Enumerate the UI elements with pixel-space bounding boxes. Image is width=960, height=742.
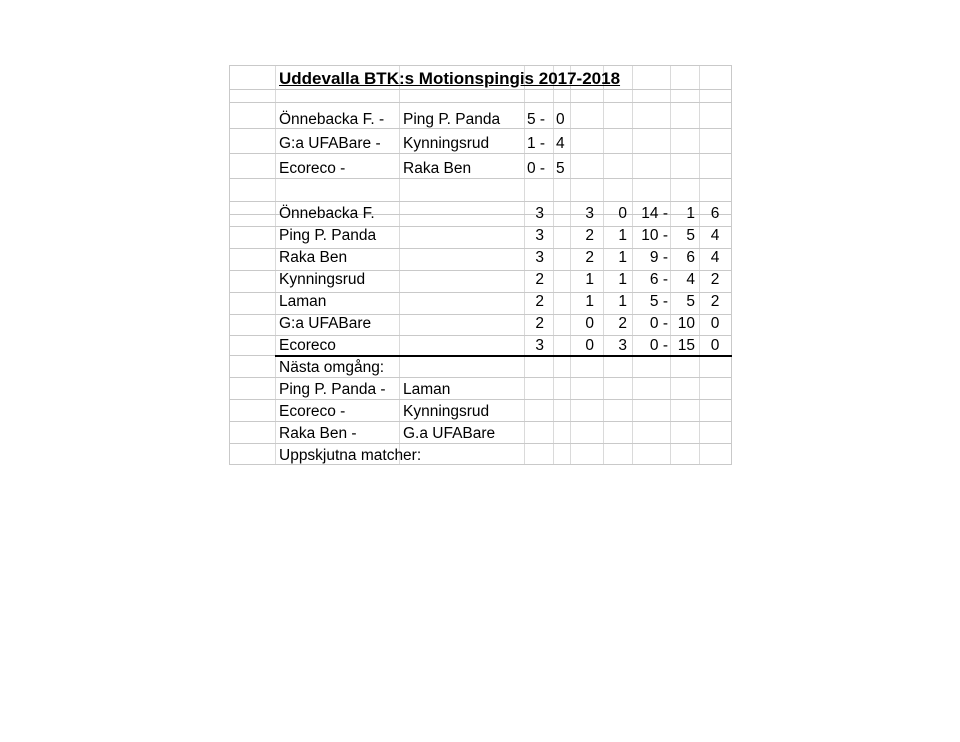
standings-sets-for: 9 - — [649, 249, 668, 266]
standings-sets-against: 15 — [677, 337, 695, 354]
grid-row-line — [229, 377, 732, 378]
standings-team-name: Laman — [279, 293, 327, 310]
standings-played: 3 — [535, 205, 544, 222]
grid-row-line — [229, 178, 732, 179]
standings-sets-for: 10 - — [641, 227, 668, 244]
standings-won: 1 — [585, 271, 594, 288]
grid-column-line — [699, 65, 700, 465]
next-round-heading: Nästa omgång: — [279, 359, 385, 376]
standings-sets-against: 4 — [686, 271, 695, 288]
standings-sets-against: 5 — [686, 227, 695, 244]
result-3-away: Raka Ben — [403, 160, 472, 177]
standings-won: 2 — [585, 227, 594, 244]
result-3-home: Ecoreco - — [279, 160, 346, 177]
grid-row-line — [229, 443, 732, 444]
grid-row-line — [229, 201, 732, 202]
grid-row-line — [229, 421, 732, 422]
result-1-home-score: 5 - — [527, 111, 546, 128]
grid-column-line — [275, 65, 276, 465]
standings-won: 3 — [585, 205, 594, 222]
page-title: Uddevalla BTK:s Motionspingis 2017-2018 — [279, 69, 621, 88]
standings-points: 0 — [710, 315, 720, 332]
standings-points: 4 — [710, 227, 720, 244]
next-match-2-home: Ecoreco - — [279, 403, 346, 420]
grid-column-line — [399, 65, 400, 465]
result-1-home: Önnebacka F. - — [279, 111, 385, 128]
next-match-2-away: Kynningsrud — [403, 403, 490, 420]
standings-points: 4 — [710, 249, 720, 266]
grid-column-line — [553, 65, 554, 465]
result-1-away-score: 0 — [556, 111, 565, 128]
standings-played: 2 — [535, 271, 544, 288]
standings-won: 2 — [585, 249, 594, 266]
standings-team-name: Ping P. Panda — [279, 227, 377, 244]
standings-played: 2 — [535, 315, 544, 332]
standings-played: 2 — [535, 293, 544, 310]
result-2-away: Kynningsrud — [403, 135, 490, 152]
standings-points: 2 — [710, 293, 720, 310]
grid-column-line — [229, 65, 230, 465]
result-1-away: Ping P. Panda — [403, 111, 501, 128]
standings-team-name: Raka Ben — [279, 249, 348, 266]
spreadsheet — [229, 65, 732, 465]
grid-row-line — [229, 335, 732, 336]
standings-lost: 0 — [618, 205, 627, 222]
postponed-heading: Uppskjutna matcher: — [279, 447, 422, 464]
standings-sets-for: 5 - — [649, 293, 668, 310]
grid-row-line — [229, 102, 732, 103]
standings-sets-for: 0 - — [649, 315, 668, 332]
standings-lost: 1 — [618, 227, 627, 244]
standings-lost: 1 — [618, 271, 627, 288]
standings-won: 0 — [585, 337, 594, 354]
standings-sets-for: 6 - — [649, 271, 668, 288]
standings-sets-for: 14 - — [641, 205, 668, 222]
standings-lost: 3 — [618, 337, 627, 354]
standings-sets-against: 5 — [686, 293, 695, 310]
standings-played: 3 — [535, 227, 544, 244]
standings-won: 1 — [585, 293, 594, 310]
standings-played: 3 — [535, 337, 544, 354]
next-match-3-home: Raka Ben - — [279, 425, 357, 442]
standings-points: 6 — [710, 205, 720, 222]
standings-won: 0 — [585, 315, 594, 332]
grid-row-line — [229, 89, 732, 90]
standings-points: 0 — [710, 337, 720, 354]
standings-team-name: Ecoreco — [279, 337, 336, 354]
standings-sets-against: 6 — [686, 249, 695, 266]
standings-team-name: Önnebacka F. — [279, 205, 375, 222]
standings-lost: 1 — [618, 293, 627, 310]
result-3-away-score: 5 — [556, 160, 565, 177]
standings-sets-against: 10 — [677, 315, 695, 332]
standings-bottom-border — [275, 355, 732, 357]
grid-row-line — [229, 399, 732, 400]
next-match-1-away: Laman — [403, 381, 451, 398]
grid-row-line — [229, 153, 732, 154]
next-match-3-away: G.a UFABare — [403, 425, 496, 442]
result-2-home-score: 1 - — [527, 135, 546, 152]
standings-played: 3 — [535, 249, 544, 266]
standings-sets-against: 1 — [686, 205, 695, 222]
result-2-home: G:a UFABare - — [279, 135, 381, 152]
result-3-home-score: 0 - — [527, 160, 546, 177]
grid-row-line — [229, 65, 732, 66]
standings-team-name: G:a UFABare — [279, 315, 372, 332]
standings-sets-for: 0 - — [649, 337, 668, 354]
standings-team-name: Kynningsrud — [279, 271, 366, 288]
standings-lost: 2 — [618, 315, 627, 332]
standings-points: 2 — [710, 271, 720, 288]
result-2-away-score: 4 — [556, 135, 565, 152]
grid-column-line — [731, 65, 732, 465]
standings-lost: 1 — [618, 249, 627, 266]
next-match-1-home: Ping P. Panda - — [279, 381, 386, 398]
